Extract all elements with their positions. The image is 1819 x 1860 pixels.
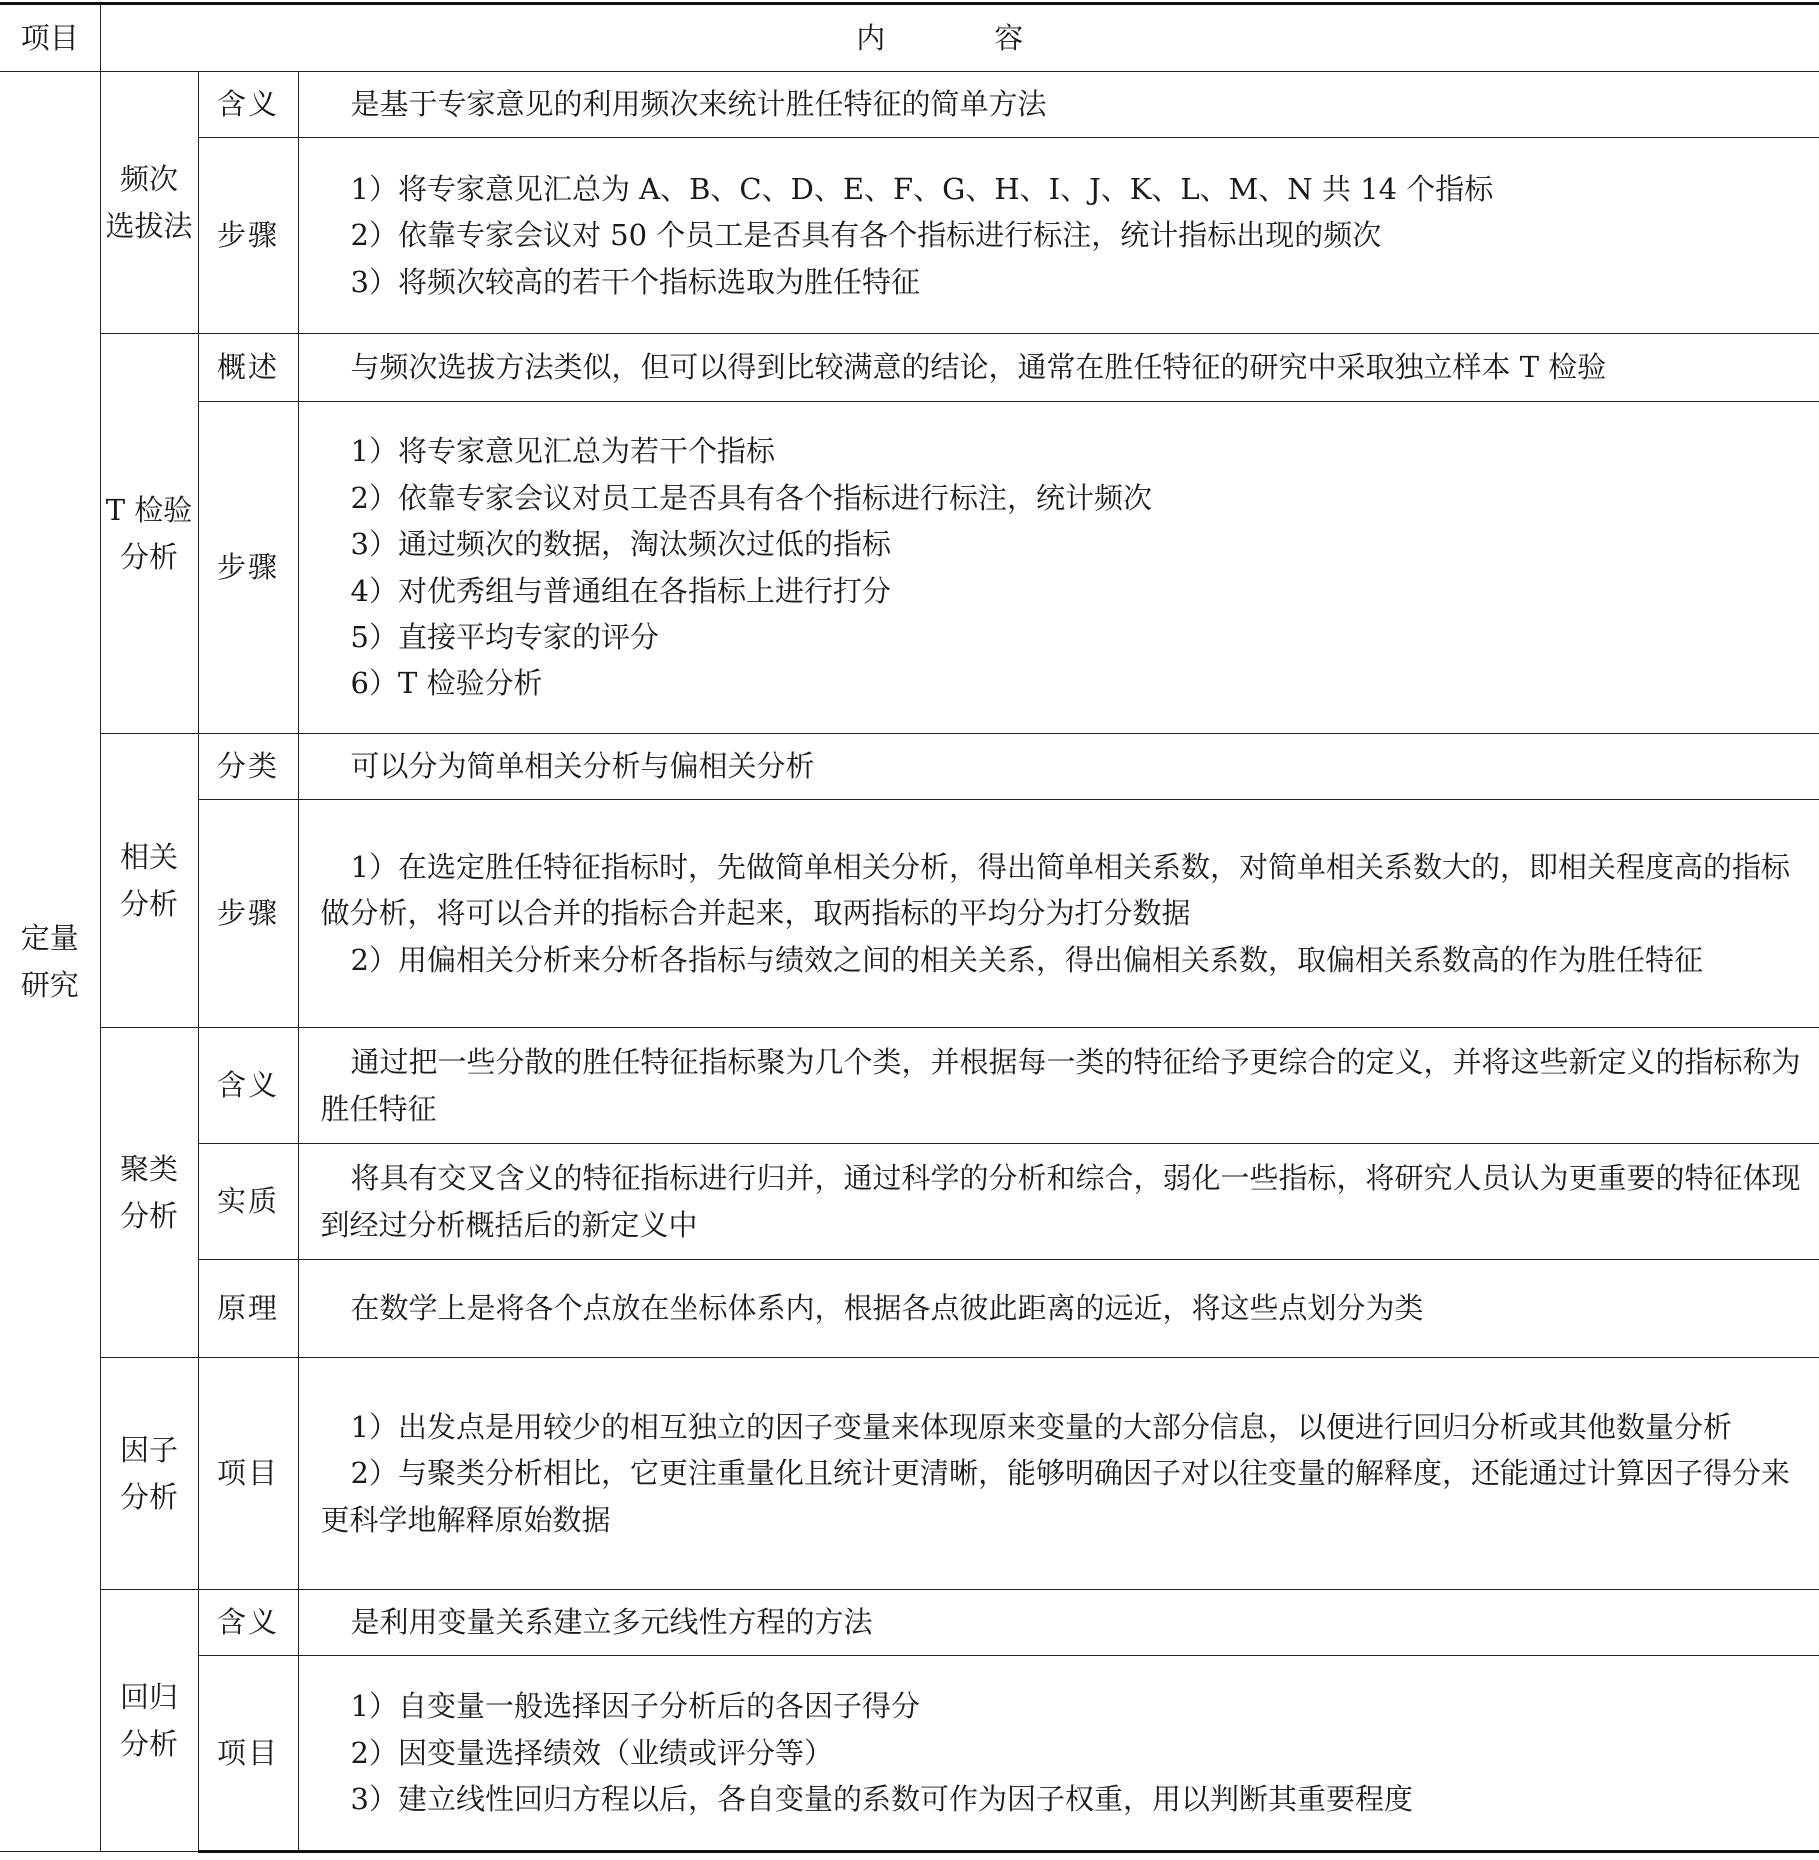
table-row [0, 402, 1819, 734]
table-row [0, 1144, 1819, 1260]
methods-table [0, 2, 1819, 1853]
row-label: 分类 [198, 734, 298, 800]
header-content: 内 容 [100, 4, 1819, 72]
table-row [0, 800, 1819, 1028]
method-name: T 检验 分析 [100, 334, 198, 734]
row-content: 在数学上是将各个点放在坐标体系内，根据各点彼此距离的远近，将这些点划分为类 [298, 1260, 1819, 1358]
header-row [0, 4, 1819, 72]
row-label: 含义 [198, 72, 298, 138]
header-project: 项目 [0, 4, 100, 72]
method-name: 因子 分析 [100, 1358, 198, 1590]
table-row [0, 1358, 1819, 1590]
row-label: 步骤 [198, 800, 298, 1028]
row-content: 通过把一些分散的胜任特征指标聚为几个类，并根据每一类的特征给予更综合的定义，并将这些新定义的指标称为胜任特征 [298, 1028, 1819, 1144]
row-content: 1）出发点是用较少的相互独立的因子变量来体现原来变量的大部分信息，以便进行回归分析或其他数量分析 2）与聚类分析相比，它更注重量化且统计更清晰，能够明确因子对以往变量的解释度，还能通过计算因子得分来更科学地解释原始数据 [298, 1358, 1819, 1590]
table-row [0, 1590, 1819, 1656]
row-content: 与频次选拔方法类似，但可以得到比较满意的结论，通常在胜任特征的研究中采取独立样本 T 检验 [298, 334, 1819, 402]
table-row [0, 734, 1819, 800]
row-label: 步骤 [198, 402, 298, 734]
row-content: 是利用变量关系建立多元线性方程的方法 [298, 1590, 1819, 1656]
row-content: 是基于专家意见的利用频次来统计胜任特征的简单方法 [298, 72, 1819, 138]
method-name: 聚类 分析 [100, 1028, 198, 1358]
row-label: 概述 [198, 334, 298, 402]
row-label: 实质 [198, 1144, 298, 1260]
row-content: 将具有交叉含义的特征指标进行归并，通过科学的分析和综合，弱化一些指标，将研究人员认为更重要的特征体现到经过分析概括后的新定义中 [298, 1144, 1819, 1260]
row-label: 项目 [198, 1358, 298, 1590]
table-row [0, 1260, 1819, 1358]
row-content: 1）将专家意见汇总为若干个指标 2）依靠专家会议对员工是否具有各个指标进行标注，统计频次 3）通过频次的数据，淘汰频次过低的指标 4）对优秀组与普通组在各指标上进行打分 5）直接平均专家的评分 6）T 检验分析 [298, 402, 1819, 734]
method-name: 回归 分析 [100, 1590, 198, 1852]
table-row [0, 72, 1819, 138]
row-label: 原理 [198, 1260, 298, 1358]
row-label: 项目 [198, 1656, 298, 1852]
method-name: 频次 选拔法 [100, 72, 198, 334]
table-row [0, 1028, 1819, 1144]
row-label: 含义 [198, 1590, 298, 1656]
row-content: 可以分为简单相关分析与偏相关分析 [298, 734, 1819, 800]
row-content: 1）将专家意见汇总为 A、B、C、D、E、F、G、H、I、J、K、L、M、N 共 14 个指标 2）依靠专家会议对 50 个员工是否具有各个指标进行标注，统计指标出现的频次 3）将频次较高的若干个指标选取为胜任特征 [298, 138, 1819, 334]
category-label: 定量 研究 [0, 72, 100, 1852]
table-row [0, 138, 1819, 334]
row-content: 1）自变量一般选择因子分析后的各因子得分 2）因变量选择绩效（业绩或评分等） 3）建立线性回归方程以后，各自变量的系数可作为因子权重，用以判断其重要程度 [298, 1656, 1819, 1852]
method-name: 相关 分析 [100, 734, 198, 1028]
row-label: 步骤 [198, 138, 298, 334]
row-label: 含义 [198, 1028, 298, 1144]
table-row [0, 334, 1819, 402]
row-content: 1）在选定胜任特征指标时，先做简单相关分析，得出简单相关系数，对简单相关系数大的，即相关程度高的指标做分析，将可以合并的指标合并起来，取两指标的平均分为打分数据 2）用偏相关分析来分析各指标与绩效之间的相关关系，得出偏相关系数，取偏相关系数高的作为胜任特征 [298, 800, 1819, 1028]
table-row [0, 1656, 1819, 1852]
